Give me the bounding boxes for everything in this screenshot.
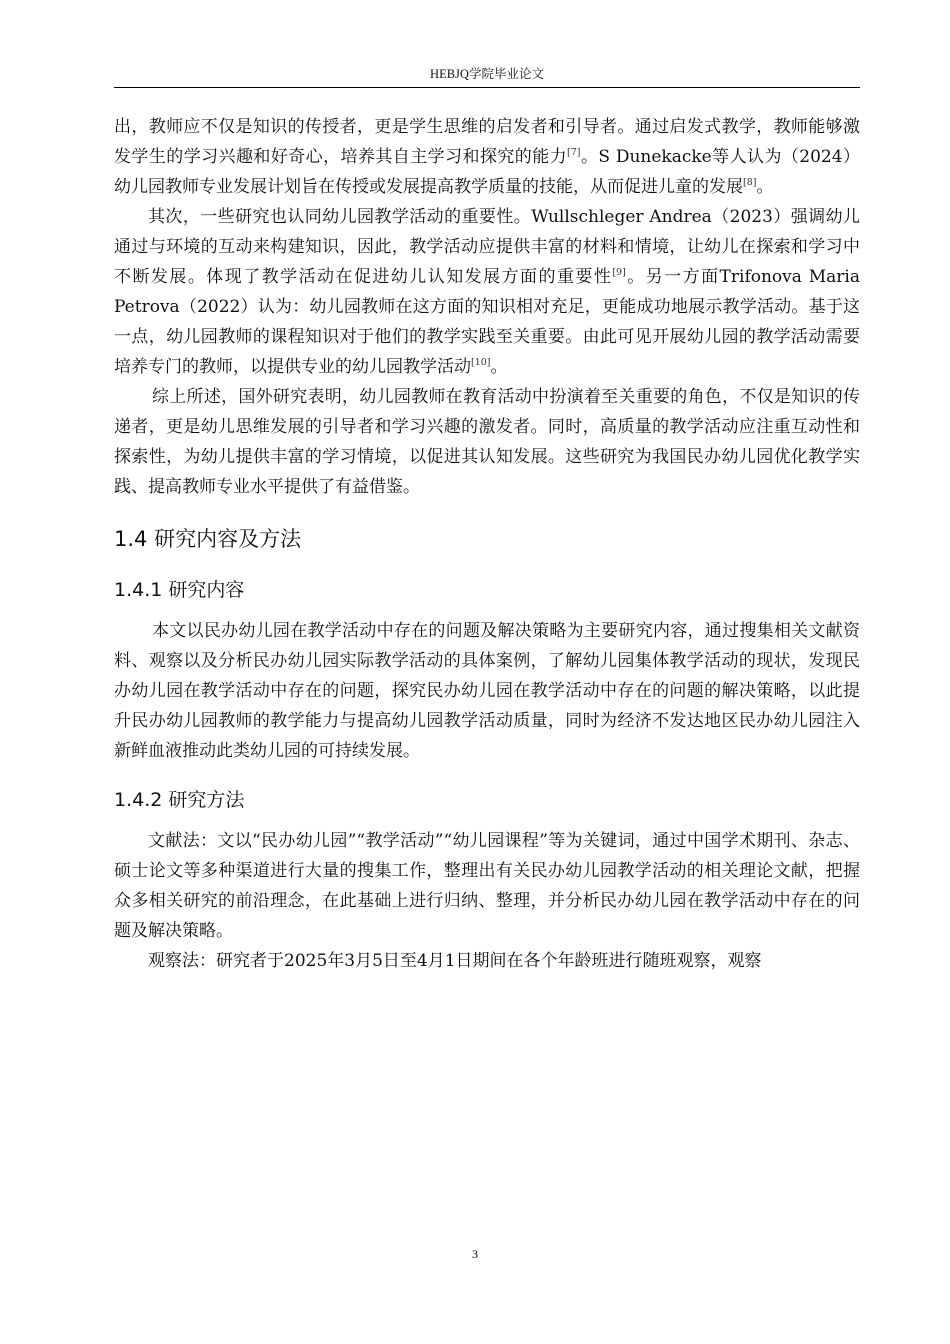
paragraph-text: 其次，一些研究也认同幼儿园教学活动的重要性。Wullschleger Andrea（2023）强调幼儿通过与环境的互动来构建知识，因此，教学活动应提供丰富的材料和情境，让幼儿在探索和学习中不断发展。体现了教学活动在促进幼儿认知发展方面的重要性 xyxy=(114,207,860,287)
paragraph-summary: 综上所述，国外研究表明，幼儿园教师在教育活动中扮演着至关重要的角色，不仅是知识的传递者，更是幼儿思维发展的引导者和学习兴趣的激发者。同时，高质量的教学活动应注重互动性和探索性，为幼儿提供丰富的学习情境，以促进其认知发展。这些研究为我国民办幼儿园优化教学实践、提高教师专业水平提供了有益借鉴。 xyxy=(114,387,860,497)
paragraph-text: 。另一方面Trifonova Maria Petrova（2022）认为：幼儿园教师在这方面的知识相对充足，更能成功地展示教学活动。基于这一点，幼儿园教师的课程知识对于他们的教学实践至关重要。由此可见开展幼儿园的教学活动需要培养专门的教师，以提供专业的幼儿园教学活动 xyxy=(114,267,861,377)
section-heading-1-4-1: 1.4.1 研究内容 xyxy=(114,579,245,601)
running-header: HEBJQ学院毕业论文 xyxy=(114,66,860,88)
paragraph-text: 。 xyxy=(756,177,774,197)
paragraph-observation-method: 观察法：研究者于2025年3月5日至4月1日期间在各个年龄班进行随班观察，观察 xyxy=(148,951,762,971)
citation-ref: [7] xyxy=(567,147,581,158)
paragraph-text: 。 xyxy=(490,357,508,377)
paragraph-secondly xyxy=(114,202,860,382)
citation-ref: [10] xyxy=(471,357,491,368)
paragraph-text: 。S Dunekacke等人认为（2024）幼儿园教师专业发展计划旨在传授或发展提高教学质量的技能，从而促进儿童的发展 xyxy=(114,147,860,197)
page-number: 3 xyxy=(472,1247,478,1261)
paragraph-research-content: 本文以民办幼儿园在教学活动中存在的问题及解决策略为主要研究内容，通过搜集相关文献资料、观察以及分析民办幼儿园实际教学活动的具体案例，了解幼儿园集体教学活动的现状，发现民办幼儿园在教学活动中存在的问题，探究民办幼儿园在教学活动中存在的问题的解决策略，以此提升民办幼儿园教师的教学能力与提高幼儿园教学活动质量，同时为经济不发达地区民办幼儿园注入新鲜血液推动此类幼儿园的可持续发展。 xyxy=(114,621,860,761)
citation-ref: [8] xyxy=(743,177,757,188)
section-heading-1-4: 1.4 研究内容及方法 xyxy=(114,527,302,551)
citation-ref: [9] xyxy=(612,267,626,278)
paragraph-continued xyxy=(114,112,860,202)
section-heading-1-4-2: 1.4.2 研究方法 xyxy=(114,789,245,811)
paragraph-text: 出，教师应不仅是知识的传授者，更是学生思维的启发者和引导者。通过启发式教学，教师能够激发学生的学习兴趣和好奇心，培养其自主学习和探究的能力 xyxy=(114,117,860,167)
page-body xyxy=(114,112,860,976)
paragraph-literature-method: 文献法：文以“民办幼儿园”“教学活动”“幼儿园课程”等为关键词，通过中国学术期刊、杂志、硕士论文等多种渠道进行大量的搜集工作，整理出有关民办幼儿园教学活动的相关理论文献，把握众多相关研究的前沿理念，在此基础上进行归纳、整理，并分析民办幼儿园在教学活动中存在的问题及解决策略。 xyxy=(114,831,860,941)
